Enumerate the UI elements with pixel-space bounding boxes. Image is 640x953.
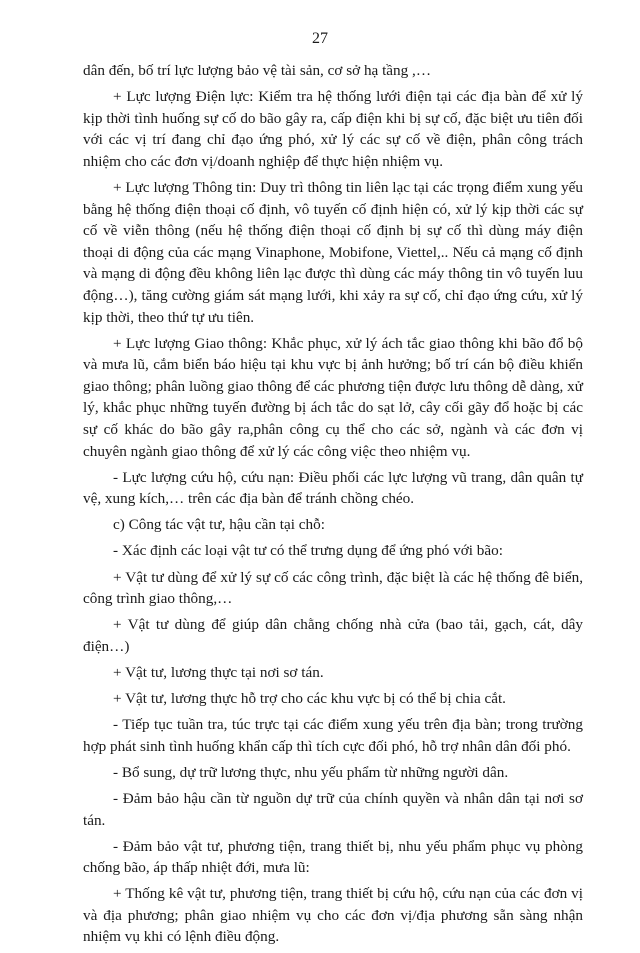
paragraph-patrol: - Tiếp tục tuần tra, túc trực tại các điểm xung yếu trên địa bàn; trong trường hợp phát sinh tình huống khẩn cấp thì tích cực đối phó, hỗ trợ nhân dân đối phó. (83, 716, 583, 755)
paragraph-materials-evacuation: + Vật tư, lương thực tại nơi sơ tán. (113, 663, 324, 681)
paragraph-materials-isolated: + Vật tư, lương thực hỗ trợ cho các khu vực bị có thể bị chia cắt. (113, 690, 506, 708)
paragraph-logistics-evacuation: - Đảm bảo hậu cần từ nguồn dự trữ của chính quyền và nhân dân tại nơi sơ tán. (83, 789, 583, 829)
paragraph-continuation: dân đến, bố trí lực lượng bảo vệ tài sản, cơ sở hạ tầng ,… (83, 62, 432, 79)
paragraph-transport-force: + Lực lượng Giao thông: Khắc phục, xử lý ách tắc giao thông khi bão đổ bộ và mưa lũ, cắm biển báo hiệu tại khu vực bị ảnh hưởng; bố trí cán bộ điều khiển giao thông; phân luồng giao thông để các phương tiện được lưu thông dễ dàng, xử lý, khắc phục những tuyến đường bị ách tắc do sạt lở, cây cối gãy đổ hoặc bị các sự cố khác do bão gây ra,phân công cụ thể cho các sở, ngành và các đơn vị chuyên ngành giao thông để xử lý các công việc theo nhiệm vụ. (83, 334, 583, 460)
document-body (83, 60, 583, 953)
paragraph-reserves: - Bổ sung, dự trữ lương thực, nhu yếu phẩm từ những người dân. (113, 763, 509, 781)
paragraph-materials-dikes: + Vật tư dùng để xử lý sự cố các công trình, đặc biệt là các hệ thống đê biển, công trình giao thông,… (83, 568, 583, 608)
page-number: 27 (312, 30, 328, 47)
paragraph-materials-houses: + Vật tư dùng để giúp dân chằng chống nhà cửa (bao tải, gạch, cát, dây điện…) (83, 616, 583, 655)
section-heading-logistics: c) Công tác vật tư, hậu cần tại chỗ: (113, 516, 325, 534)
paragraph-communication-force: + Lực lượng Thông tin: Duy trì thông tin liên lạc tại các trọng điểm xung yếu bằng hệ thống điện thoại cố định, vô tuyến cố định hiện có, xử lý kịp thời các sự cố về viễn thông (nếu hệ thống điện thoại cố định bị sự cố thì dùng máy điện thoại di động của các mạng Vinaphone, Mobifone, Viettel,.. Nếu cả mạng cố định và mạng di động đều không liên lạc được thì dùng các máy thông tin vô tuyến luu động…), tăng cường giám sát mạng lưới, khi xảy ra sự cố, chỉ đạo ứng cứu, xử lý kịp thời, theo thứ tự ưu tiên. (83, 178, 583, 326)
paragraph-power-force: + Lực lượng Điện lực: Kiểm tra hệ thống lưới điện tại các địa bàn để xử lý kịp thời tình huống sự cố do bão gây ra, cấp điện khi bị sự cố, đặc biệt ưu tiên đối với các vị trí đang chỉ đạo ứng phó, xử lý các sự cố về điện, phân công trách nhiệm cho các đơn vị/doanh nghiệp để thực hiện nhiệm vụ. (83, 88, 583, 170)
paragraph-materials-intro: - Xác định các loại vật tư có thể trưng dụng để ứng phó với bão: (113, 542, 503, 560)
paragraph-inventory: + Thống kê vật tư, phương tiện, trang thiết bị cứu hộ, cứu nạn của các đơn vị và địa phương; phân giao nhiệm vụ cho các đơn vị/địa phương sẵn sàng nhận nhiệm vụ khi có lệnh điều động. (83, 885, 583, 946)
paragraph-equipment: - Đảm bảo vật tư, phương tiện, trang thiết bị, nhu yếu phẩm phục vụ phòng chống bão, áp thấp nhiệt đới, mưa lũ: (83, 837, 583, 877)
paragraph-rescue-force: - Lực lượng cứu hộ, cứu nạn: Điều phối các lực lượng vũ trang, dân quân tự vệ, xung kích,… trên các địa bàn để tránh chồng chéo. (83, 468, 583, 508)
